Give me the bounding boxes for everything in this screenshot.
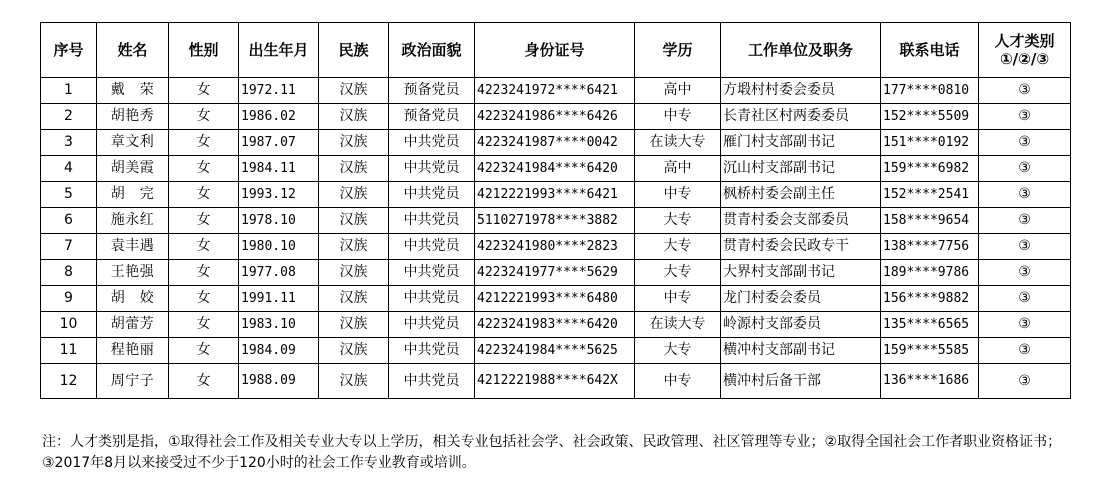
cell-gender: 女 xyxy=(169,156,239,182)
cell-job: 沉山村支部副书记 xyxy=(721,156,881,182)
cell-job: 龙门村委会委员 xyxy=(721,286,881,312)
header-talent-category xyxy=(979,23,1071,78)
cell-phone: 138****7756 xyxy=(881,234,979,260)
table-row xyxy=(41,208,1071,234)
table-row xyxy=(41,104,1071,130)
cell-birth: 1978.10 xyxy=(239,208,319,234)
cell-phone: 159****5585 xyxy=(881,338,979,364)
cell-job: 贯青村委会支部委员 xyxy=(721,208,881,234)
header-id-number: 身份证号 xyxy=(475,23,635,78)
cell-job: 贯青村委会民政专干 xyxy=(721,234,881,260)
cell-name: 王艳强 xyxy=(97,260,169,286)
cell-ethnicity: 汉族 xyxy=(319,130,389,156)
cell-ethnicity: 汉族 xyxy=(319,104,389,130)
cell-seq: 2 xyxy=(41,104,97,130)
cell-name: 戴 荣 xyxy=(97,78,169,104)
cell-political-status: 中共党员 xyxy=(389,338,475,364)
cell-gender: 女 xyxy=(169,78,239,104)
cell-ethnicity: 汉族 xyxy=(319,364,389,399)
cell-phone: 152****2541 xyxy=(881,182,979,208)
cell-seq: 7 xyxy=(41,234,97,260)
cell-ethnicity: 汉族 xyxy=(319,286,389,312)
cell-name: 胡 完 xyxy=(97,182,169,208)
cell-job: 枫桥村委会副主任 xyxy=(721,182,881,208)
cell-seq: 9 xyxy=(41,286,97,312)
cell-name: 程艳丽 xyxy=(97,338,169,364)
cell-category: ③ xyxy=(979,338,1071,364)
cell-phone: 156****9882 xyxy=(881,286,979,312)
cell-education: 中专 xyxy=(635,286,721,312)
cell-name: 周宁子 xyxy=(97,364,169,399)
table-row xyxy=(41,130,1071,156)
cell-education: 中专 xyxy=(635,364,721,399)
cell-seq: 6 xyxy=(41,208,97,234)
cell-education: 大专 xyxy=(635,208,721,234)
cell-seq: 11 xyxy=(41,338,97,364)
cell-ethnicity: 汉族 xyxy=(319,312,389,338)
cell-seq: 12 xyxy=(41,364,97,399)
cell-phone: 152****5509 xyxy=(881,104,979,130)
cell-id: 4223241977****5629 xyxy=(475,260,635,286)
table-row xyxy=(41,234,1071,260)
cell-birth: 1986.02 xyxy=(239,104,319,130)
cell-education: 大专 xyxy=(635,338,721,364)
cell-seq: 1 xyxy=(41,78,97,104)
cell-political-status: 预备党员 xyxy=(389,104,475,130)
cell-category: ③ xyxy=(979,104,1071,130)
table-row xyxy=(41,312,1071,338)
cell-category: ③ xyxy=(979,260,1071,286)
cell-ethnicity: 汉族 xyxy=(319,156,389,182)
cell-education: 在读大专 xyxy=(635,130,721,156)
cell-political-status: 中共党员 xyxy=(389,286,475,312)
cell-political-status: 预备党员 xyxy=(389,78,475,104)
cell-ethnicity: 汉族 xyxy=(319,182,389,208)
cell-name: 施永红 xyxy=(97,208,169,234)
cell-birth: 1972.11 xyxy=(239,78,319,104)
cell-gender: 女 xyxy=(169,234,239,260)
cell-political-status: 中共党员 xyxy=(389,364,475,399)
cell-job: 大界村支部副书记 xyxy=(721,260,881,286)
cell-birth: 1988.09 xyxy=(239,364,319,399)
cell-political-status: 中共党员 xyxy=(389,260,475,286)
cell-name: 胡蕾芳 xyxy=(97,312,169,338)
header-name: 姓名 xyxy=(97,23,169,78)
cell-category: ③ xyxy=(979,156,1071,182)
table-row xyxy=(41,286,1071,312)
cell-education: 中专 xyxy=(635,182,721,208)
header-seq: 序号 xyxy=(41,23,97,78)
cell-political-status: 中共党员 xyxy=(389,156,475,182)
table-row xyxy=(41,78,1071,104)
cell-ethnicity: 汉族 xyxy=(319,260,389,286)
cell-gender: 女 xyxy=(169,104,239,130)
cell-education: 中专 xyxy=(635,104,721,130)
table-row xyxy=(41,364,1071,399)
cell-political-status: 中共党员 xyxy=(389,130,475,156)
cell-ethnicity: 汉族 xyxy=(319,208,389,234)
header-talent-category-title: 人才类别 xyxy=(994,32,1055,50)
cell-gender: 女 xyxy=(169,208,239,234)
header-gender: 性别 xyxy=(169,23,239,78)
table-row xyxy=(41,260,1071,286)
talent-roster-table xyxy=(40,22,1071,399)
cell-category: ③ xyxy=(979,182,1071,208)
cell-education: 高中 xyxy=(635,78,721,104)
cell-name: 胡 姣 xyxy=(97,286,169,312)
cell-birth: 1984.09 xyxy=(239,338,319,364)
cell-id: 4223241983****6420 xyxy=(475,312,635,338)
cell-education: 在读大专 xyxy=(635,312,721,338)
cell-gender: 女 xyxy=(169,364,239,399)
table-row xyxy=(41,338,1071,364)
cell-id: 4223241987****0042 xyxy=(475,130,635,156)
cell-category: ③ xyxy=(979,312,1071,338)
cell-id: 4212221993****6480 xyxy=(475,286,635,312)
cell-job: 方塅村村委会委员 xyxy=(721,78,881,104)
cell-job: 岭源村支部委员 xyxy=(721,312,881,338)
header-ethnicity: 民族 xyxy=(319,23,389,78)
cell-category: ③ xyxy=(979,78,1071,104)
cell-job: 横冲村后备干部 xyxy=(721,364,881,399)
cell-id: 4223241984****5625 xyxy=(475,338,635,364)
cell-ethnicity: 汉族 xyxy=(319,234,389,260)
cell-political-status: 中共党员 xyxy=(389,234,475,260)
cell-birth: 1977.08 xyxy=(239,260,319,286)
footnote: 注：人才类别是指，①取得社会工作及相关专业大专以上学历，相关专业包括社会学、社会政策、民政管理、社区管理等专业；②取得全国社会工作者职业资格证书；③2017年8月以来接受过不少于120小时的社会工作专业教育或培训。 xyxy=(42,434,1062,471)
header-work-unit: 工作单位及职务 xyxy=(721,23,881,78)
cell-id: 4223241972****6421 xyxy=(475,78,635,104)
header-education: 学历 xyxy=(635,23,721,78)
cell-category: ③ xyxy=(979,234,1071,260)
cell-birth: 1980.10 xyxy=(239,234,319,260)
cell-seq: 4 xyxy=(41,156,97,182)
header-talent-category-options: ①/②/③ xyxy=(999,50,1050,68)
cell-id: 4223241984****6420 xyxy=(475,156,635,182)
cell-category: ③ xyxy=(979,208,1071,234)
cell-seq: 3 xyxy=(41,130,97,156)
cell-name: 袁丰遇 xyxy=(97,234,169,260)
cell-id: 4223241986****6426 xyxy=(475,104,635,130)
cell-political-status: 中共党员 xyxy=(389,312,475,338)
cell-name: 胡美霞 xyxy=(97,156,169,182)
cell-job: 长青社区村两委委员 xyxy=(721,104,881,130)
cell-phone: 158****9654 xyxy=(881,208,979,234)
cell-phone: 177****0810 xyxy=(881,78,979,104)
cell-category: ③ xyxy=(979,130,1071,156)
cell-birth: 1984.11 xyxy=(239,156,319,182)
cell-id: 4212221993****6421 xyxy=(475,182,635,208)
cell-job: 雁门村支部副书记 xyxy=(721,130,881,156)
header-political-status: 政治面貌 xyxy=(389,23,475,78)
cell-id: 5110271978****3882 xyxy=(475,208,635,234)
cell-ethnicity: 汉族 xyxy=(319,78,389,104)
table-row xyxy=(41,182,1071,208)
cell-gender: 女 xyxy=(169,312,239,338)
cell-gender: 女 xyxy=(169,260,239,286)
cell-job: 横冲村支部副书记 xyxy=(721,338,881,364)
cell-seq: 8 xyxy=(41,260,97,286)
cell-phone: 189****9786 xyxy=(881,260,979,286)
table-row xyxy=(41,156,1071,182)
cell-phone: 151****0192 xyxy=(881,130,979,156)
cell-gender: 女 xyxy=(169,286,239,312)
cell-gender: 女 xyxy=(169,338,239,364)
cell-phone: 136****1686 xyxy=(881,364,979,399)
cell-political-status: 中共党员 xyxy=(389,208,475,234)
cell-gender: 女 xyxy=(169,130,239,156)
cell-education: 大专 xyxy=(635,234,721,260)
cell-category: ③ xyxy=(979,286,1071,312)
cell-birth: 1991.11 xyxy=(239,286,319,312)
cell-education: 高中 xyxy=(635,156,721,182)
cell-id: 4212221988****642X xyxy=(475,364,635,399)
cell-birth: 1987.07 xyxy=(239,130,319,156)
cell-phone: 135****6565 xyxy=(881,312,979,338)
cell-id: 4223241980****2823 xyxy=(475,234,635,260)
cell-birth: 1983.10 xyxy=(239,312,319,338)
cell-seq: 5 xyxy=(41,182,97,208)
cell-birth: 1993.12 xyxy=(239,182,319,208)
cell-category: ③ xyxy=(979,364,1071,399)
cell-name: 章文利 xyxy=(97,130,169,156)
header-birth: 出生年月 xyxy=(239,23,319,78)
cell-gender: 女 xyxy=(169,182,239,208)
table-body xyxy=(41,78,1071,399)
cell-seq: 10 xyxy=(41,312,97,338)
cell-name: 胡艳秀 xyxy=(97,104,169,130)
cell-phone: 159****6982 xyxy=(881,156,979,182)
cell-education: 大专 xyxy=(635,260,721,286)
header-row xyxy=(41,23,1071,78)
cell-ethnicity: 汉族 xyxy=(319,338,389,364)
header-phone: 联系电话 xyxy=(881,23,979,78)
cell-political-status: 中共党员 xyxy=(389,182,475,208)
